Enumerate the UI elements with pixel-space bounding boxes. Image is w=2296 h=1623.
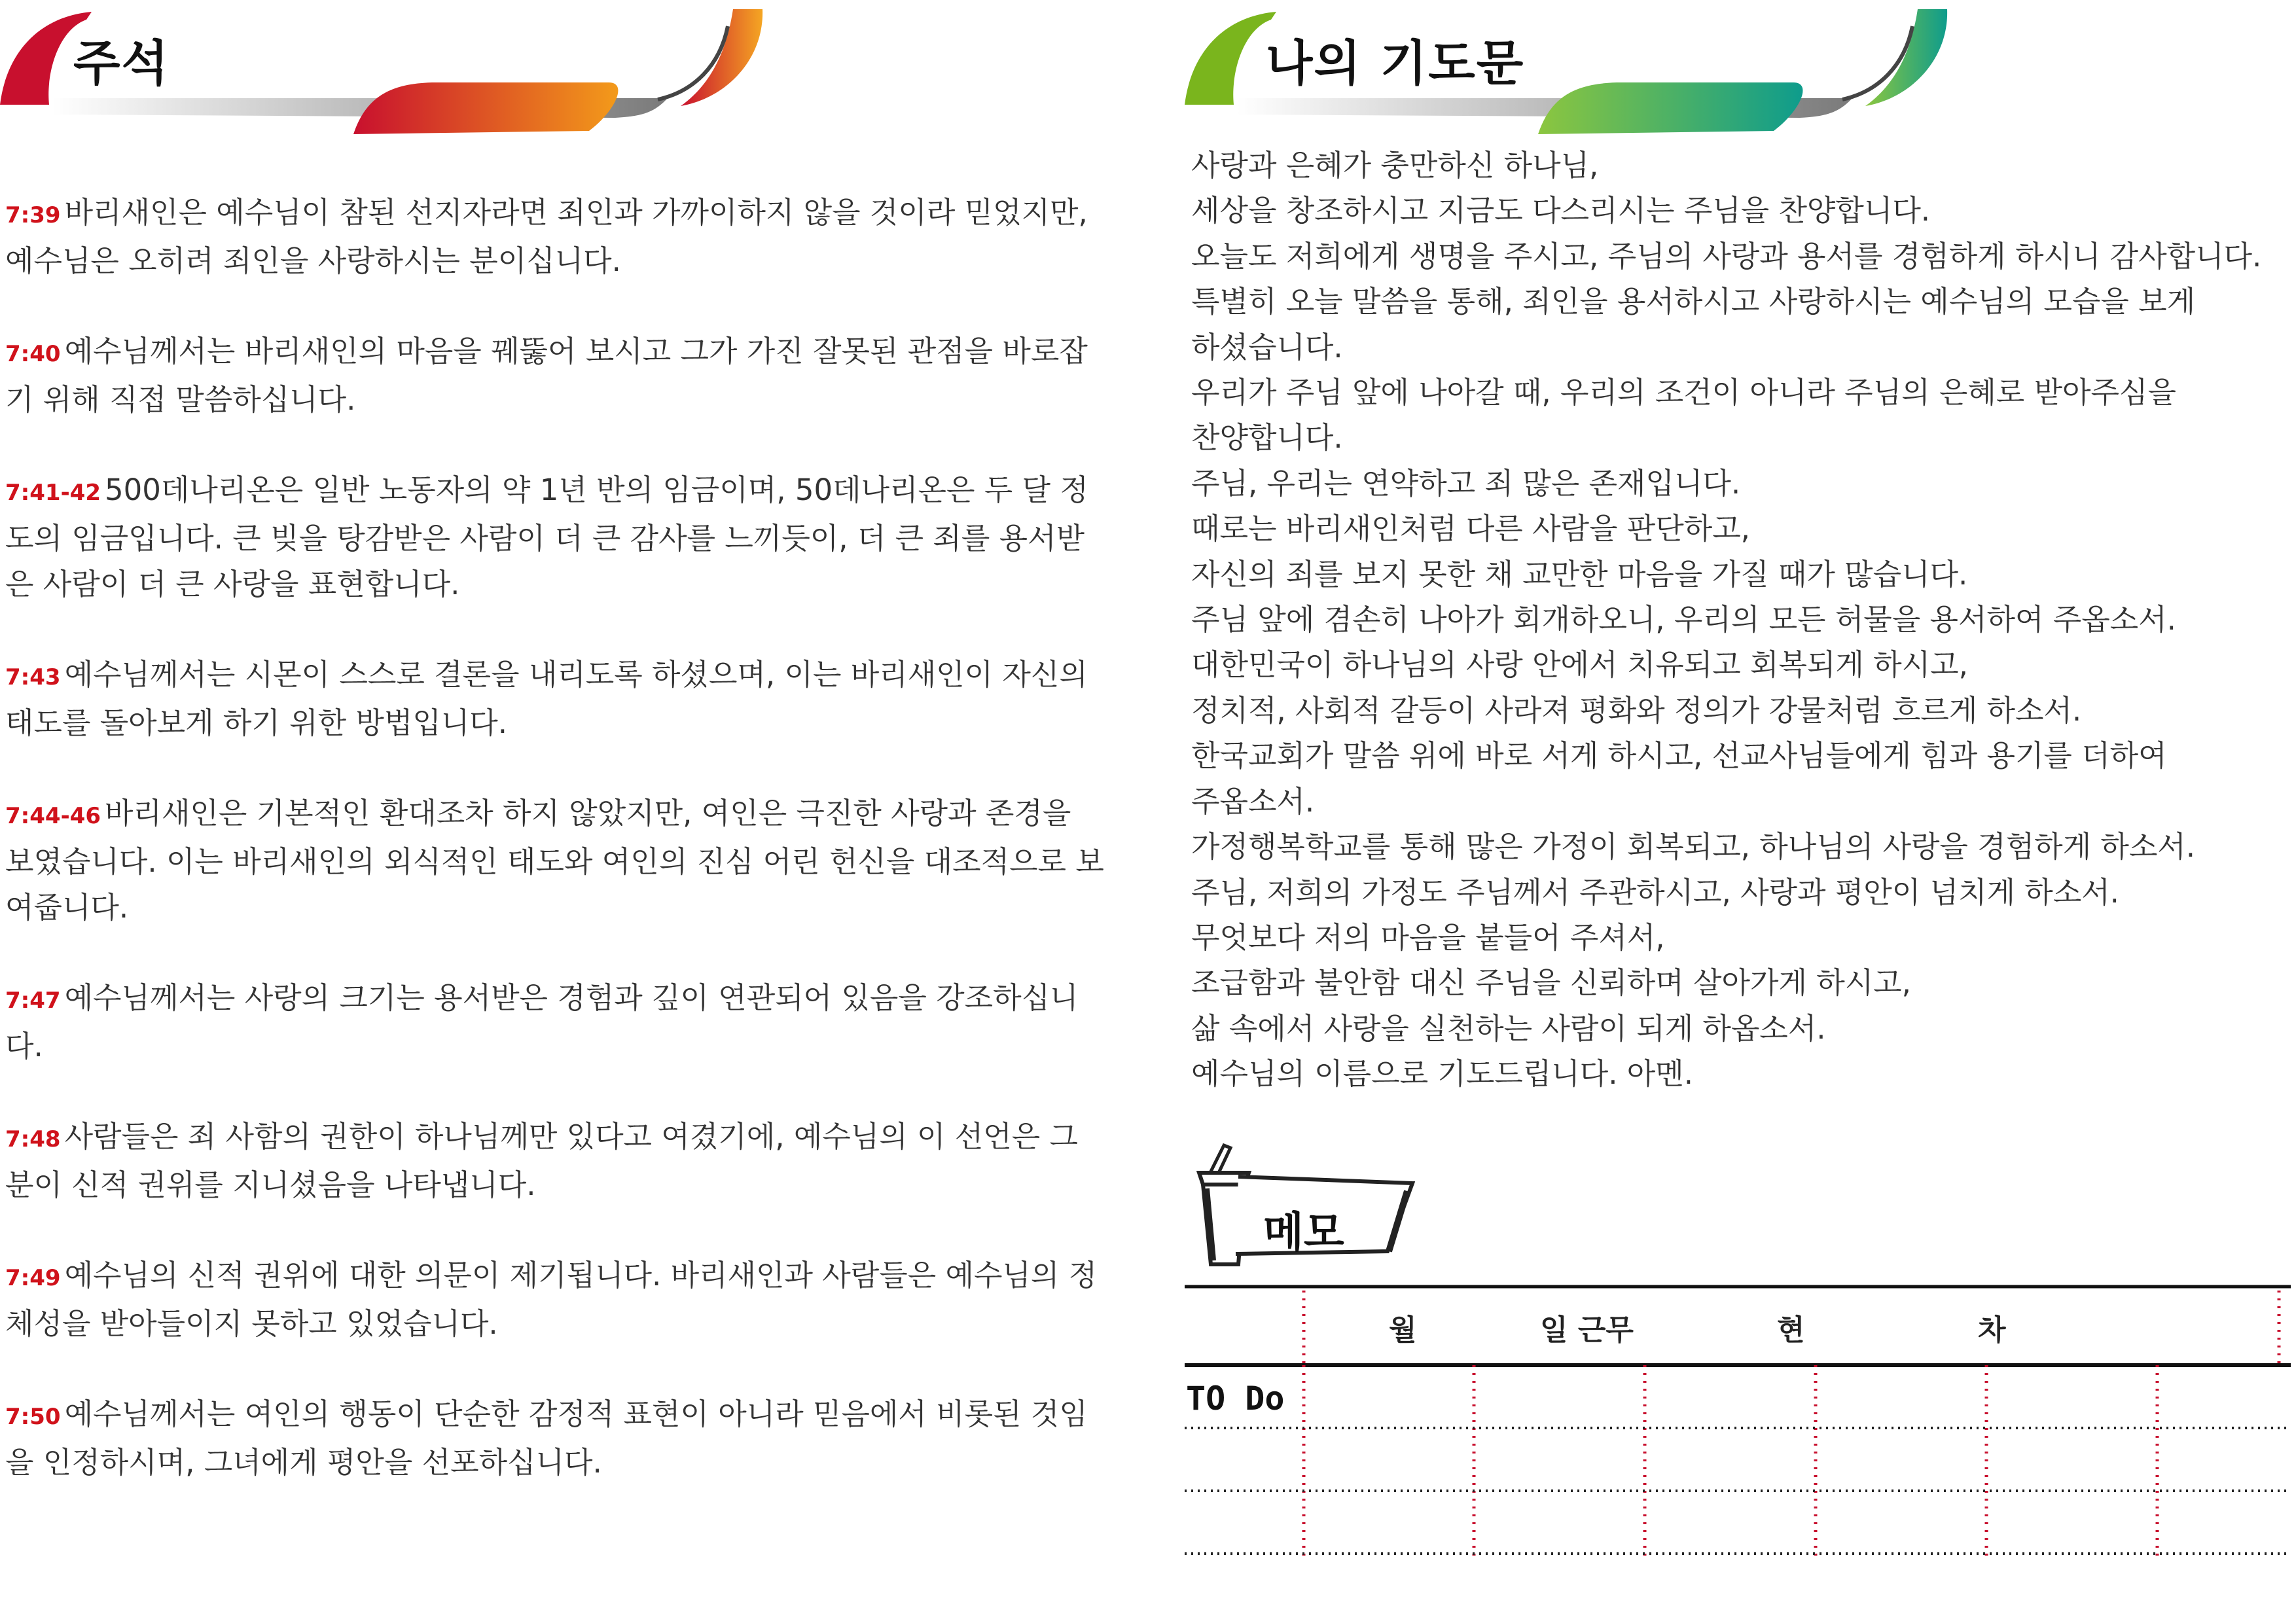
commentary-notes	[5, 190, 1105, 1530]
header-status: 현	[1777, 1313, 1805, 1347]
header-month: 월	[1389, 1313, 1417, 1347]
banner-bottom-gradient	[1538, 82, 1803, 134]
prayer-line: 가정행복학교를 통해 많은 가정이 회복되고, 하나님의 사랑을 경험하게 하소서.	[1191, 829, 2196, 865]
prayer-line: 하셨습니다.	[1191, 329, 1343, 365]
todo-label: TO Do	[1186, 1380, 1285, 1418]
prayer-line: 무엇보다 저의 마음을 붙들어 주셔서,	[1191, 919, 1665, 955]
verse-reference: 7:40	[5, 341, 61, 367]
commentary-note	[5, 190, 1105, 284]
memo-title: 메모	[1263, 1209, 1344, 1257]
commentary-note	[5, 329, 1105, 423]
prayer-title: 나의 기도문	[1266, 35, 1525, 92]
commentary-note	[5, 1391, 1105, 1486]
prayer-line: 주님, 저희의 가정도 주님께서 주관하시고, 사랑과 평안이 넘치게 하소서.	[1191, 874, 2119, 910]
prayer-line: 정치적, 사회적 갈등이 사라져 평화와 정의가 강물처럼 흐르게 하소서.	[1191, 692, 2082, 728]
prayer-line: 주님 앞에 겸손히 나아가 회개하오니, 우리의 모든 허물을 용서하여 주옵소서.	[1191, 602, 2176, 637]
banner-right-swoosh	[681, 9, 762, 106]
banner-bottom-gradient	[353, 82, 618, 134]
commentary-note	[5, 975, 1105, 1069]
commentary-note	[5, 467, 1105, 607]
note-text: 예수님께서는 여인의 행동이 단순한 감정적 표현이 아니라 믿음에서 비롯된 것임을 인정하시며, 그녀에게 평안을 선포하십니다.	[5, 1397, 1088, 1480]
verse-reference: 7:48	[5, 1126, 61, 1152]
prayer-text	[1191, 143, 2284, 1097]
memo-table[interactable]	[1185, 1284, 2291, 1559]
commentary-note	[5, 791, 1105, 931]
prayer-line: 우리가 주님 앞에 나아갈 때, 우리의 조건이 아니라 주님의 은혜로 받아주심을	[1191, 375, 2176, 410]
prayer-line: 삶 속에서 사랑을 실천하는 사람이 되게 하옵소서.	[1191, 1010, 1826, 1046]
memo-grid	[1185, 1284, 2291, 1559]
prayer-line: 대한민국이 하나님의 사랑 안에서 치유되고 회복되게 하시고,	[1191, 647, 1968, 683]
commentary-note	[5, 652, 1105, 746]
prayer-line: 한국교회가 말씀 위에 바로 서게 하시고, 선교사님들에게 힘과 용기를 더하여	[1191, 738, 2167, 774]
note-text: 예수님께서는 사랑의 크기는 용서받은 경험과 깊이 연관되어 있음을 강조하십니다.	[5, 980, 1079, 1063]
note-text: 예수님의 신적 권위에 대한 의문이 제기됩니다. 바리새인과 사람들은 예수님의 정체성을 받아들이지 못하고 있었습니다.	[5, 1258, 1098, 1341]
prayer-line: 주옵소서.	[1191, 783, 1315, 819]
commentary-title: 주석	[73, 35, 170, 92]
verse-reference: 7:49	[5, 1265, 61, 1291]
commentary-note	[5, 1253, 1105, 1347]
verse-reference: 7:44-46	[5, 803, 101, 829]
header-day-work: 일 근무	[1540, 1313, 1634, 1347]
verse-reference: 7:43	[5, 664, 61, 690]
note-text: 사람들은 죄 사함의 권한이 하나님께만 있다고 여겼기에, 예수님의 이 선언은 그분이 신적 권위를 지니셨음을 나타냅니다.	[5, 1119, 1078, 1202]
prayer-line: 자신의 죄를 보지 못한 채 교만한 마음을 가질 때가 많습니다.	[1191, 556, 1968, 592]
prayer-line: 조급함과 불안함 대신 주님을 신뢰하며 살아가게 하시고,	[1191, 965, 1911, 1001]
verse-reference: 7:47	[5, 988, 61, 1014]
verse-reference: 7:41-42	[5, 480, 101, 506]
note-text: 500데나리온은 일반 노동자의 약 1년 반의 임금이며, 50데나리온은 두 달 정도의 임금입니다. 큰 빚을 탕감받은 사람이 더 큰 감사를 느끼듯이, 더 큰 죄를 용서받은 사람이 더 큰 사랑을 표현합니다.	[5, 473, 1088, 601]
banner-right-swoosh	[1865, 9, 1947, 106]
verse-reference: 7:50	[5, 1404, 61, 1430]
commentary-note	[5, 1114, 1105, 1208]
note-text: 바리새인은 예수님이 참된 선지자라면 죄인과 가까이하지 않을 것이라 믿었지만, 예수님은 오히려 죄인을 사랑하시는 분이십니다.	[5, 195, 1088, 278]
prayer-line: 오늘도 저희에게 생명을 주시고, 주님의 사랑과 용서를 경험하게 하시니 감사합니다.	[1191, 238, 2262, 274]
banner-left-swoosh	[1185, 12, 1276, 105]
verse-reference: 7:39	[5, 202, 61, 228]
note-text: 바리새인은 기본적인 환대조차 하지 않았지만, 여인은 극진한 사랑과 존경을 보였습니다. 이는 바리새인의 외식적인 태도와 여인의 진심 어린 헌신을 대조적으로 보여줍니다.	[5, 796, 1104, 925]
header-car: 차	[1978, 1313, 2006, 1347]
memo-section	[1185, 1139, 2284, 1571]
prayer-line: 때로는 바리새인처럼 다른 사람을 판단하고,	[1191, 511, 1750, 546]
prayer-line: 사랑과 은혜가 충만하신 하나님,	[1191, 148, 1599, 183]
prayer-line: 주님, 우리는 연약하고 죄 많은 존재입니다.	[1191, 465, 1741, 501]
prayer-line: 찬양합니다.	[1191, 420, 1343, 455]
note-text: 예수님께서는 시몬이 스스로 결론을 내리도록 하셨으며, 이는 바리새인이 자신의 태도를 돌아보게 하기 위한 방법입니다.	[5, 657, 1088, 740]
prayer-line: 특별히 오늘 말씀을 통해, 죄인을 용서하시고 사랑하시는 예수님의 모습을 보게	[1191, 284, 2196, 319]
prayer-line: 예수님의 이름으로 기도드립니다. 아멘.	[1191, 1056, 1694, 1092]
note-text: 예수님께서는 바리새인의 마음을 꿰뚫어 보시고 그가 가진 잘못된 관점을 바로잡기 위해 직접 말씀하십니다.	[5, 334, 1088, 417]
prayer-line: 세상을 창조하시고 지금도 다스리시는 주님을 찬양합니다.	[1191, 193, 1931, 228]
